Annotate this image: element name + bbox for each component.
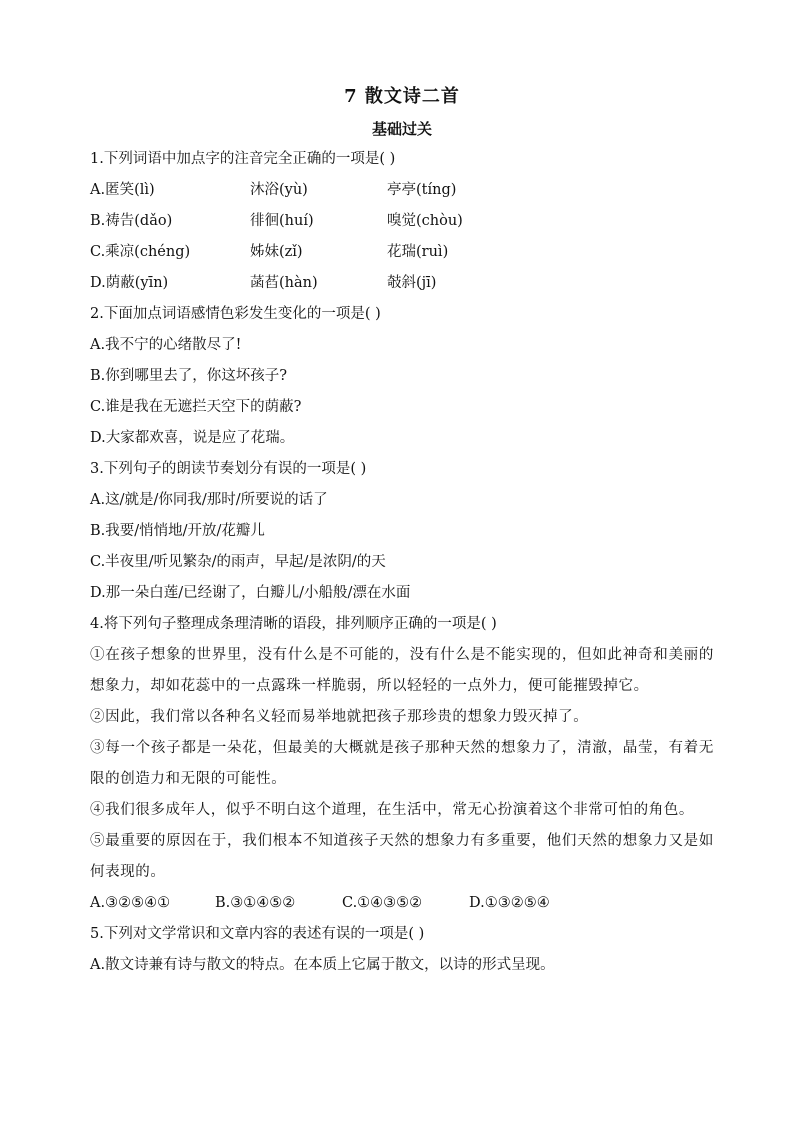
document-page	[90, 84, 714, 981]
question-4-sentence-4: ④我们很多成年人，似乎不明白这个道理，在生活中，常无心扮演着这个非常可怕的角色。	[90, 802, 694, 818]
option-cell: B.祷告(dǎo)	[90, 213, 173, 229]
question-3-option-d: D.那一朵白莲/已经谢了，白瓣儿/小船般/漂在水面	[90, 585, 411, 601]
question-1-stem: 1.下列词语中加点字的注音完全正确的一项是( )	[90, 151, 396, 167]
question-2-option-c: C.谁是我在无遮拦天空下的荫蔽?	[90, 399, 302, 415]
option-cell: 徘徊(huí)	[250, 213, 314, 229]
question-5-stem: 5.下列对文学常识和文章内容的表述有误的一项是( )	[90, 926, 425, 942]
option-cell: C.乘凉(chéng)	[90, 244, 191, 260]
option-cell: 姊妹(zǐ)	[250, 244, 303, 260]
question-3-option-c: C.半夜里/听见繁杂/的雨声，早起/是浓阴/的天	[90, 554, 386, 570]
question-3-option-a: A.这/就是/你同我/那时/所要说的话了	[90, 492, 328, 508]
question-5-option-a: A.散文诗兼有诗与散文的特点。在本质上它属于散文，以诗的形式呈现。	[90, 957, 555, 973]
question-3-option-b: B.我要/悄悄地/开放/花瓣儿	[90, 523, 265, 539]
question-1-option-row	[90, 237, 714, 268]
section-heading: 基础过关	[371, 120, 432, 138]
option-cell: 花瑞(ruì)	[387, 244, 449, 260]
option-cell: 攲斜(jī)	[387, 275, 437, 291]
question-4-sentence-1: ①在孩子想象的世界里，没有什么是不可能的，没有什么是不能实现的，但如此神奇和美丽的想象力，却如花蕊中的一点露珠一样脆弱，所以轻轻的一点外力，便可能摧毁掉它。	[90, 647, 714, 694]
question-4-option-d: D.①③②⑤④	[469, 895, 550, 911]
document-title: 7 散文诗二首	[344, 86, 460, 107]
question-4-sentence-3: ③每一个孩子都是一朵花，但最美的大概就是孩子那种天然的想象力了，清澈，晶莹，有着无限的创造力和无限的可能性。	[90, 740, 714, 787]
option-cell: 沐浴(yù)	[250, 182, 308, 198]
option-cell: 嗅觉(chòu)	[387, 213, 463, 229]
question-2-option-d: D.大家都欢喜，说是应了花瑞。	[90, 430, 295, 446]
question-4-stem: 4.将下列句子整理成条理清晰的语段，排列顺序正确的一项是( )	[90, 616, 497, 632]
option-cell: A.匿笑(lì)	[90, 182, 155, 198]
question-2-option-b: B.你到哪里去了，你这坏孩子?	[90, 368, 288, 384]
question-4-sentence-2: ②因此，我们常以各种名义轻而易举地就把孩子那珍贵的想象力毁灭掉了。	[90, 709, 589, 725]
question-4-option-c: C.①④③⑤②	[342, 895, 423, 911]
question-4-sentence-5: ⑤最重要的原因在于，我们根本不知道孩子天然的想象力有多重要，他们天然的想象力又是如何表现的。	[90, 833, 714, 880]
question-1-option-row	[90, 268, 714, 299]
option-cell: D.荫蔽(yīn)	[90, 275, 169, 291]
question-1-option-row	[90, 206, 714, 237]
option-cell: 菡萏(hàn)	[250, 275, 318, 291]
question-2-option-a: A.我不宁的心绪散尽了!	[90, 337, 242, 353]
question-1-option-row	[90, 175, 714, 206]
question-4-option-a: A.③②⑤④①	[90, 895, 171, 911]
question-4-options	[90, 888, 714, 919]
question-4-option-b: B.③①④⑤②	[215, 895, 296, 911]
question-3-stem: 3.下列句子的朗读节奏划分有误的一项是( )	[90, 461, 367, 477]
question-2-stem: 2.下面加点词语感情色彩发生变化的一项是( )	[90, 306, 381, 322]
option-cell: 亭亭(tíng)	[387, 182, 457, 198]
